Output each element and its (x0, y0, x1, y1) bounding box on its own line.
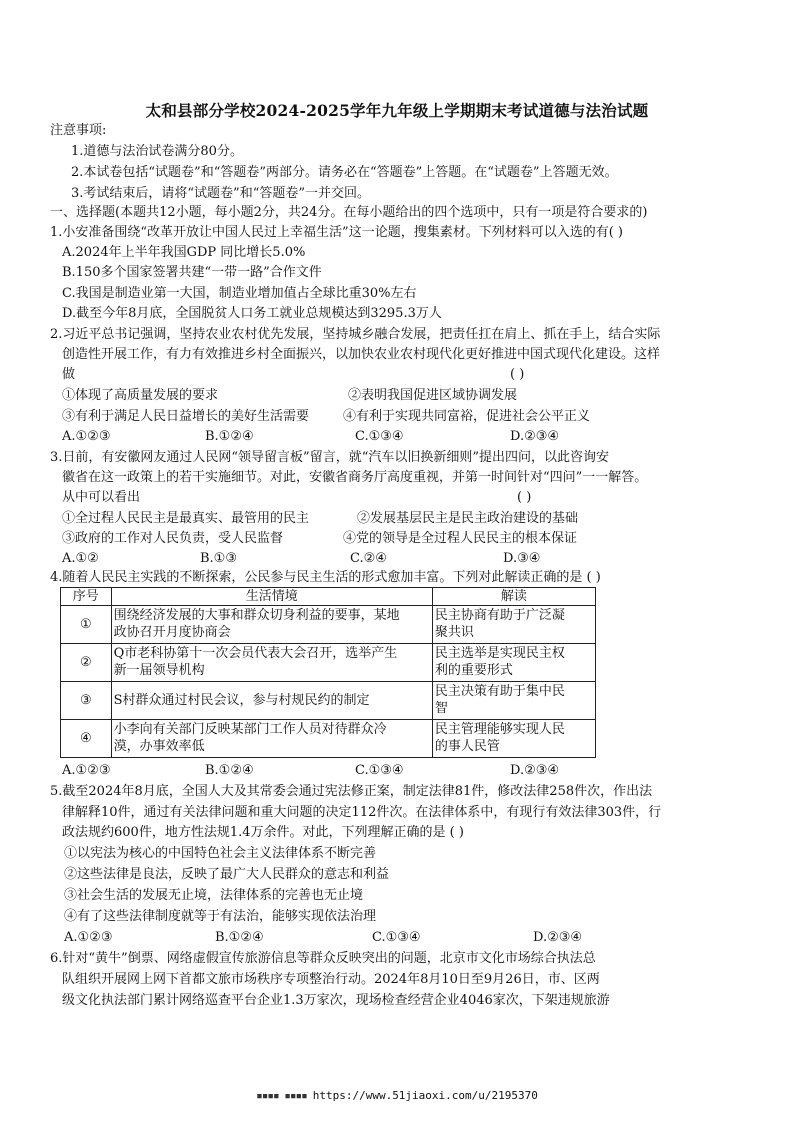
choice-d: D.②③④ (510, 429, 560, 444)
statement-item: ②表明我国促进区域协调发展 (348, 388, 518, 403)
question-stem: 徽省在这一政策上的若干实施细节。对此，安徽省商务厅高度重视，并第一时间针对“四问”一一解答。 (62, 470, 648, 485)
statement-item: ①以宪法为核心的中国特色社会主义法律体系不断完善 (64, 846, 377, 861)
choice-c: C.②④ (350, 551, 387, 566)
statement-item: ①全过程人民民主是最真实、最管用的民主 (62, 511, 310, 526)
statement-item: ②这些法律是良法，反映了最广大人民群众的意志和利益 (64, 867, 390, 882)
choice-d: D.②③④ (533, 930, 583, 945)
answer-paren: ( ) (510, 367, 525, 382)
question-stem: 3.日前，有安徽网友通过人民网“领导留言板”留言，就“汽车以旧换新细则”提出四问，以此咨询安 (50, 450, 609, 465)
question-stem: 政法规约600件，地方性法规1.4万余件。对此，下列理解正确的是 ( ) (62, 825, 464, 840)
question-stem: 从中可以看出 (62, 490, 141, 505)
row-number: ③ (61, 682, 112, 720)
situation-cell: 围绕经济发展的大事和群众切身利益的要事，某地 政协召开月度协商会 (111, 606, 432, 644)
choice-d: D.②③④ (510, 763, 560, 778)
row-number: ② (61, 644, 112, 682)
table-row (61, 606, 596, 644)
statement-item: ③有利于满足人民日益增长的美好生活需要 (62, 409, 310, 424)
footer-url[interactable]: https://www.51jiaoxi.com/u/2195370 (312, 1089, 538, 1102)
choice-c: C.①③④ (355, 429, 404, 444)
choice-b: B.①③ (200, 551, 237, 566)
choice-b: B.①②④ (205, 429, 254, 444)
answer-paren: ( ) (517, 490, 532, 505)
choice-d: D.③④ (503, 551, 541, 566)
option-d: D.截至今年8月底，全国脱贫人口务工就业总规模达到3295.3万人 (62, 306, 442, 321)
choice-c: C.①③④ (355, 763, 404, 778)
question-stem: 律解释10件，通过有关法律问题和重大问题的决定112件次。在法律体系中，有现行有效法律303件，行 (62, 805, 662, 820)
statement-item: ④有了这些法律制度就等于有法治，能够实现依法治理 (64, 909, 377, 924)
question-stem: 1.小安准备围绕“改革开放让中国人民过上幸福生活”这一论题，搜集素材。下列材料可以入选的有( ) (50, 225, 623, 240)
column-header: 生活情境 (111, 588, 432, 606)
section-heading: 一、选择题(本题共12小题，每小题2分，共24分。在每小题给出的四个选项中，只有一项是符合要求的) (50, 205, 648, 220)
question-stem: 队组织开展网上网下首都文旅市场秩序专项整治行动。2024年8月10日至9月26日，市、区两 (62, 972, 600, 987)
table-row (61, 644, 596, 682)
option-c: C.我国是制造业第一大国，制造业增加值占全球比重30%左右 (62, 286, 417, 301)
question-stem: 级文化执法部门累计网络巡查平台企业1.3万家次，现场检查经营企业4046家次，下架违规旅游 (62, 993, 610, 1008)
statement-item: ③社会生活的发展无止境，法律体系的完善也无止境 (64, 888, 364, 903)
table-row (61, 682, 596, 720)
question-stem: 5.截至2024年8月底，全国人大及其常委会通过宪法修正案，制定法律81件，修改法律258件次，作出法 (50, 784, 653, 799)
statement-item: ②发展基层民主是民主政治建设的基础 (357, 511, 579, 526)
choice-a: A.①②③ (62, 429, 111, 444)
note-item: 3.考试结束后，请将“试题卷”和“答题卷”一并交回。 (71, 186, 370, 201)
page-title: 太和县部分学校2024-2025学年九年级上学期期末考试道德与法治试题 (145, 101, 649, 120)
footer-watermark (0, 1089, 794, 1102)
row-number: ④ (61, 720, 112, 758)
reading-cell: 民主决策有助于集中民 智 (432, 682, 595, 720)
statement-item: ④有利于实现共同富裕，促进社会公平正义 (343, 409, 591, 424)
reading-cell: 民主协商有助于广泛凝 聚共识 (432, 606, 595, 644)
choice-c: C.①③④ (372, 930, 421, 945)
note-item: 2.本试卷包括“试题卷”和“答题卷”两部分。请务必在“答题卷”上答题。在“试题卷”上答题无效。 (71, 165, 618, 180)
situation-table (60, 587, 596, 758)
statement-item: ①体现了高质量发展的要求 (62, 388, 219, 403)
footer-logo-icon: ▪▪▪▪ ▪▪▪▪ (256, 1089, 307, 1102)
situation-cell: Q市老科协第十一次会员代表大会召开，选举产生 新一届领导机构 (111, 644, 432, 682)
situation-cell: S村群众通过村民会议，参与村规民约的制定 (111, 682, 432, 720)
question-stem: 做 (62, 367, 76, 382)
notes-heading: 注意事项: (50, 123, 107, 138)
question-stem: 创造性开展工作，有力有效推进乡村全面振兴，以加快农业农村现代化更好推进中国式现代化建设。这样 (62, 347, 661, 362)
choice-a: A.①②③ (62, 763, 111, 778)
question-stem: 4.随着人民民主实践的不断探索，公民参与民主生活的形式愈加丰富。下列对此解读正确的是 ( ) (50, 570, 601, 585)
question-stem: 2.习近平总书记强调，坚持农业农村优先发展，坚持城乡融合发展，把责任扛在肩上、抓在手上，结合实际 (50, 327, 661, 342)
note-item: 1.道德与法治试卷满分80分。 (71, 144, 243, 159)
reading-cell: 民主选举是实现民主权 利的重要形式 (432, 644, 595, 682)
statement-item: ③政府的工作对人民负责，受人民监督 (62, 531, 284, 546)
row-number: ① (61, 606, 112, 644)
option-b: B.150多个国家签署共建“一带一路”合作文件 (62, 265, 322, 280)
column-header: 解读 (432, 588, 595, 606)
column-header: 序号 (61, 588, 112, 606)
choice-b: B.①②④ (215, 930, 264, 945)
option-a: A.2024年上半年我国GDP 同比增长5.0% (62, 245, 306, 260)
choice-a: A.①② (62, 551, 99, 566)
situation-cell: 小李向有关部门反映某部门工作人员对待群众冷 漠，办事效率低 (111, 720, 432, 758)
reading-cell: 民主管理能够实现人民 的事人民管 (432, 720, 595, 758)
question-stem: 6.针对“黄牛”倒票、网络虚假宣传旅游信息等群众反映突出的问题，北京市文化市场综合执法总 (50, 951, 596, 966)
table-row (61, 720, 596, 758)
choice-b: B.①②④ (205, 763, 254, 778)
table-header-row (61, 588, 596, 606)
statement-item: ④党的领导是全过程人民民主的根本保证 (343, 531, 578, 546)
choice-a: A.①②③ (64, 930, 113, 945)
